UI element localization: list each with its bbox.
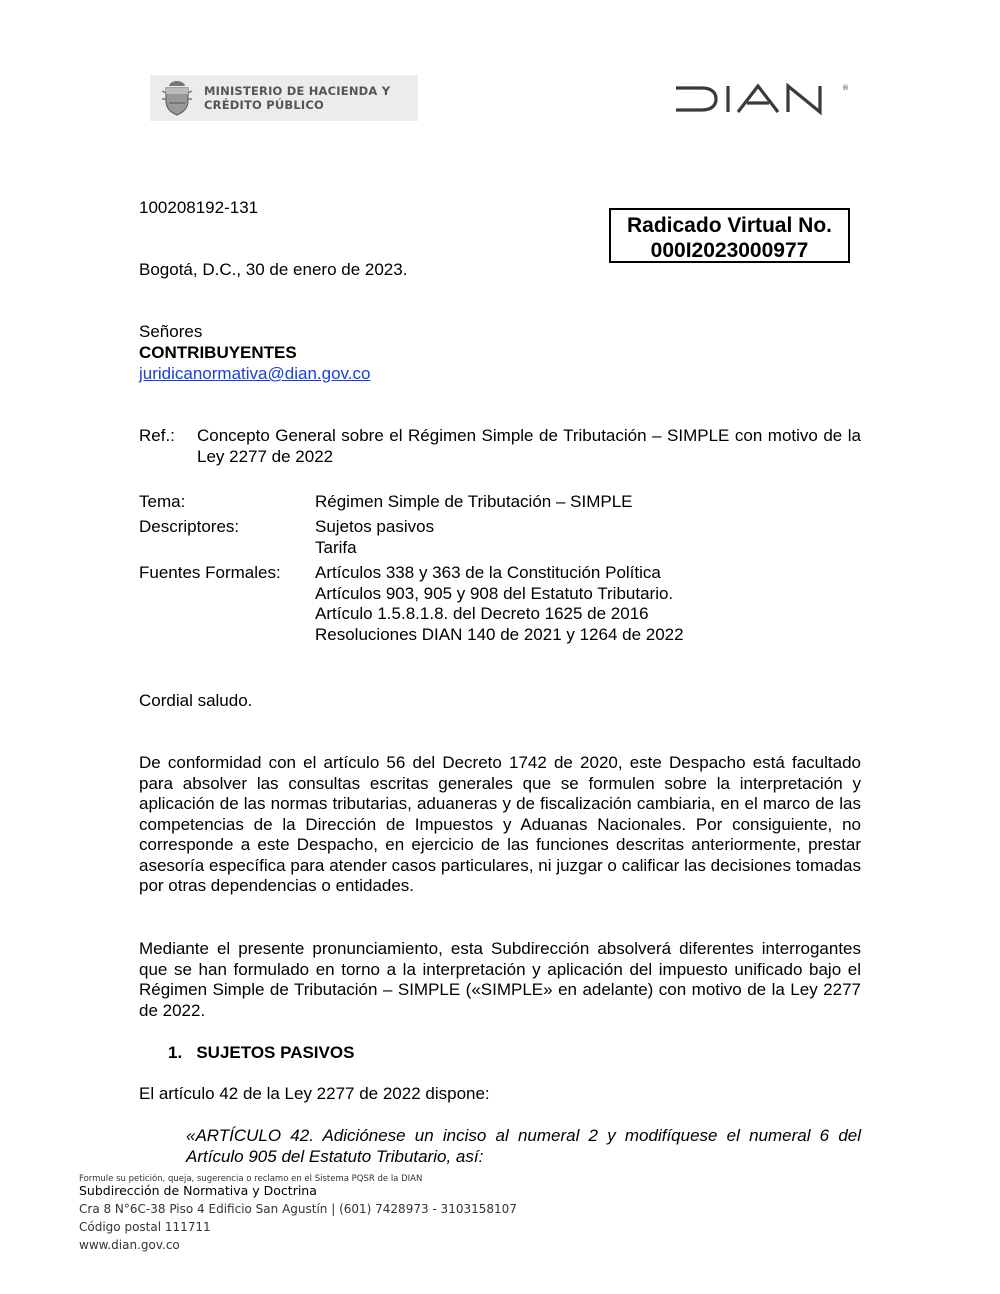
ministerio-name — [204, 84, 390, 112]
body-paragraph-1: De conformidad con el artículo 56 del Decreto 1742 de 2020, este Despacho está facultado para absolver las consultas escritas generales que se formulen sobre la interpretación y aplicación de las normas tributarias, aduaneras y de fiscalización cambiaria, en el marco de las competencias de la Dirección de Impuestos y Aduanas Nacionales. Por consiguiente, no corresponde a este Despacho, en ejercicio de las funciones descritas anteriormente, prestar asesoría específica para atender casos particulares, ni juzgar o calificar las decisiones tomadas por otras dependencias o entidades. — [139, 753, 861, 895]
ref-label: Ref.: — [139, 426, 175, 445]
radicado-box — [609, 208, 850, 263]
greeting: Cordial saludo. — [139, 691, 253, 710]
footer-pqsr-note: Formule su petición, queja, sugerencia o reclamo en el Sistema PQSR de la DIAN — [79, 1174, 423, 1184]
quoted-article: «ARTÍCULO 42. Adiciónese un inciso al numeral 2 y modifíquese el numeral 6 del Artículo 905 del Estatuto Tributario, así: — [186, 1126, 861, 1166]
radicado-number: 000I2023000977 — [650, 239, 809, 262]
ministerio-line-1: MINISTERIO DE HACIENDA Y — [204, 84, 391, 98]
radicado-label: Radicado Virtual No. — [627, 214, 832, 237]
section-heading: 1. SUJETOS PASIVOS — [168, 1043, 355, 1062]
descriptor-item: Tarifa — [315, 538, 357, 557]
fuente-item: Artículos 338 y 363 de la Constitución Política — [315, 563, 661, 582]
recipient: CONTRIBUYENTES — [139, 343, 297, 362]
recipient-email-link[interactable]: juridicanormativa@dian.gov.co — [139, 364, 371, 383]
date-line: Bogotá, D.C., 30 de enero de 2023. — [139, 260, 408, 279]
salutation: Señores — [139, 322, 203, 341]
descriptor-item: Sujetos pasivos — [315, 517, 435, 536]
footer-office: Subdirección de Normativa y Doctrina — [79, 1183, 317, 1198]
footer-postal: Código postal 111711 — [79, 1220, 211, 1234]
fuente-item: Resoluciones DIAN 140 de 2021 y 1264 de 2022 — [315, 625, 684, 644]
footer-website[interactable]: www.dian.gov.co — [79, 1238, 180, 1252]
fuente-item: Artículos 903, 905 y 908 del Estatuto Tributario. — [315, 584, 674, 603]
footer-address: Cra 8 N°6C-38 Piso 4 Edificio San Agustín | (601) 7428973 - 3103158107 — [79, 1202, 517, 1216]
dian-logo — [674, 82, 850, 116]
svg-text:®: ® — [842, 84, 849, 92]
ministerio-line-2: CRÉDITO PÚBLICO — [204, 98, 324, 112]
fuentes-label: Fuentes Formales: — [139, 563, 281, 582]
ministerio-logo — [150, 75, 418, 121]
reference-number: 100208192-131 — [139, 198, 259, 217]
coat-of-arms-icon — [160, 79, 194, 117]
fuente-item: Artículo 1.5.8.1.8. del Decreto 1625 de 2016 — [315, 604, 649, 623]
tema-label: Tema: — [139, 492, 186, 511]
section-intro: El artículo 42 de la Ley 2277 de 2022 dispone: — [139, 1084, 490, 1103]
ref-text: Concepto General sobre el Régimen Simple de Tributación – SIMPLE con motivo de la Ley 2277 de 2022 — [197, 426, 861, 466]
body-paragraph-2: Mediante el presente pronunciamiento, esta Subdirección absolverá diferentes interrogantes que se han formulado en torno a la interpretación y aplicación del impuesto unificado bajo el Régimen Simple de Tributación – SIMPLE («SIMPLE» en adelante) con motivo de la Ley 2277 de 2022. — [139, 939, 861, 1020]
tema-value: Régimen Simple de Tributación – SIMPLE — [315, 492, 633, 511]
descriptores-label: Descriptores: — [139, 517, 240, 536]
